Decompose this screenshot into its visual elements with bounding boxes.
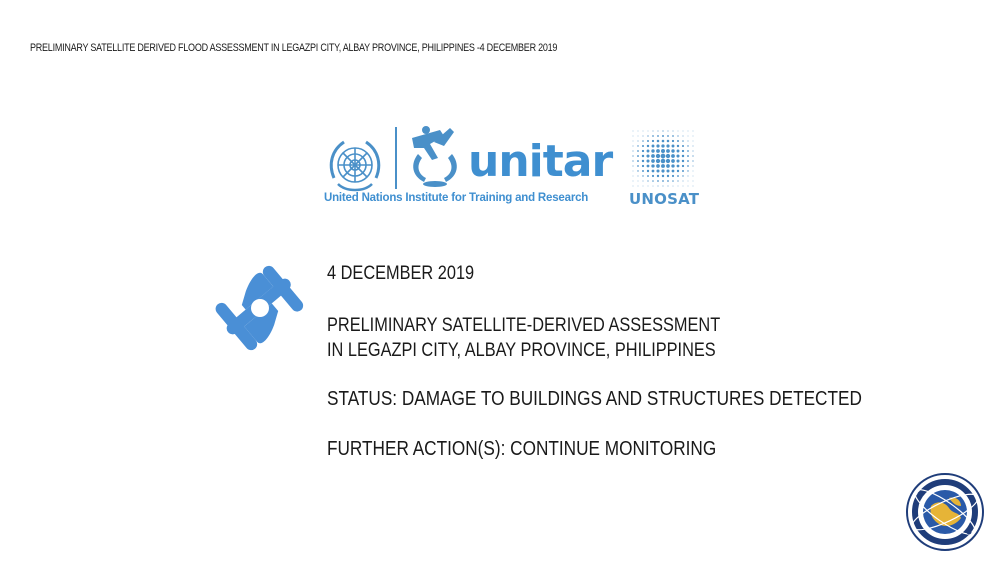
unosat-dot: [637, 165, 639, 167]
unosat-dot: [693, 131, 694, 132]
unosat-dot: [656, 164, 660, 168]
un-emblem-icon: [324, 134, 386, 196]
unosat-dot: [677, 135, 678, 136]
unosat-dot: [687, 155, 689, 157]
unosat-dot: [672, 145, 675, 148]
report-header: PRELIMINARY SATELLITE DERIVED FLOOD ASSESSMENT IN LEGAZPI CITY, ALBAY PROVINCE, PHILIPPINES -4 DECEMBER 2019: [30, 42, 558, 54]
unosat-dot: [632, 150, 633, 151]
unosat-dot: [637, 150, 639, 152]
unosat-dot: [647, 170, 649, 172]
unosat-dot: [687, 160, 689, 162]
unosat-dot: [677, 170, 679, 172]
unosat-dot: [647, 150, 650, 153]
unosat-dot: [647, 165, 650, 168]
unosat-dot: [656, 149, 660, 153]
unosat-dot: [633, 176, 634, 177]
unosat-dot: [651, 149, 654, 152]
unosat-dot: [687, 170, 688, 171]
unosat-dot: [673, 186, 674, 187]
unosat-dot: [662, 140, 665, 143]
unosat-dot: [648, 186, 649, 187]
unosat-dot: [633, 181, 634, 182]
assessment-further-action: FURTHER ACTION(S): CONTINUE MONITORING: [327, 438, 717, 460]
unosat-dot: [676, 159, 679, 162]
unosat-dot: [682, 160, 684, 162]
unosat-dot: [662, 130, 663, 131]
unosat-dot: [652, 145, 655, 148]
unosat-dot: [651, 154, 655, 158]
unosat-dot: [637, 140, 638, 141]
unosat-dot: [666, 159, 670, 163]
unosat-dot: [661, 164, 665, 168]
unosat-dot: [671, 159, 675, 163]
unosat-dot: [687, 150, 689, 152]
unosat-dot: [683, 136, 684, 137]
unosat-dot: [633, 136, 634, 137]
unosat-dot: [656, 154, 660, 158]
unosat-dot: [651, 159, 655, 163]
unosat-dot: [683, 131, 684, 132]
unosat-dot: [637, 160, 639, 162]
unosat-dot: [642, 170, 644, 172]
unosat-dot: [662, 180, 664, 182]
unosat-dot: [661, 159, 666, 164]
unosat-dot: [661, 154, 666, 159]
unosat-dot: [657, 130, 658, 131]
unosat-dot: [633, 146, 634, 147]
unosat-dot: [682, 170, 684, 172]
unosat-dot: [632, 155, 633, 156]
unosat-dot: [633, 131, 634, 132]
unosat-dot: [642, 155, 644, 157]
unosat-dot: [661, 149, 665, 153]
unosat-dot: [666, 169, 669, 172]
unosat-dot: [632, 165, 633, 166]
unosat-dot: [653, 131, 654, 132]
unosat-dot: [657, 135, 659, 137]
unosat-dot: [678, 186, 679, 187]
unitar-wordmark: unitar: [468, 136, 613, 187]
unosat-dot: [693, 141, 694, 142]
unosat-dot: [651, 164, 654, 167]
international-charter-mark-icon: [210, 258, 310, 358]
unosat-dot: [632, 160, 633, 161]
unosat-dot: [677, 145, 679, 147]
unosat-dot: [652, 180, 654, 182]
unosat-dot: [693, 176, 694, 177]
unosat-dot: [652, 175, 654, 177]
unosat-dot: [682, 145, 684, 147]
unosat-dot: [693, 186, 694, 187]
unosat-dot: [688, 131, 689, 132]
unosat-dot: [656, 159, 660, 163]
unosat-dot: [646, 159, 649, 162]
unosat-dot: [682, 165, 684, 167]
unosat-dot: [692, 165, 693, 166]
unosat-dot: [688, 176, 689, 177]
unosat-dot: [671, 154, 675, 158]
unosat-dot: [652, 170, 655, 173]
unosat-dot: [667, 175, 669, 177]
unitar-subtitle: United Nations Institute for Training and Research: [324, 192, 589, 204]
unosat-dot: [692, 150, 693, 151]
unosat-dot: [642, 175, 643, 176]
unosat-dot: [656, 144, 659, 147]
assessment-status: STATUS: DAMAGE TO BUILDINGS AND STRUCTURES DETECTED: [327, 388, 862, 410]
unosat-dot: [666, 154, 670, 158]
unosat-dot: [693, 146, 694, 147]
unosat-dot: [677, 165, 680, 168]
unosat-dot: [668, 186, 669, 187]
unosat-dot: [687, 165, 689, 167]
unosat-dot: [688, 186, 689, 187]
unosat-dot: [682, 155, 684, 157]
unosat-dot: [646, 154, 649, 157]
unosat-dot: [642, 165, 644, 167]
unosat-dot: [662, 135, 664, 137]
unosat-dot: [671, 164, 674, 167]
unosat-dot: [647, 135, 648, 136]
assessment-title-line-2: IN LEGAZPI CITY, ALBAY PROVINCE, PHILIPPINES: [327, 340, 716, 361]
unosat-dot: [662, 175, 664, 177]
unosat-dot: [693, 181, 694, 182]
unosat-dot: [657, 140, 660, 143]
assessment-title-line-1: PRELIMINARY SATELLITE-DERIVED ASSESSMENT: [327, 315, 721, 336]
space-charter-seal-icon: [905, 472, 985, 552]
unosat-dot: [657, 180, 659, 182]
unosat-dot: [637, 170, 638, 171]
unosat-dot: [633, 171, 634, 172]
unosat-dot: [687, 140, 688, 141]
unosat-dot: [637, 145, 638, 146]
unosat-dot: [672, 135, 674, 137]
unosat-dot: [666, 144, 669, 147]
unosat-dot: [661, 169, 664, 172]
unosat-dot: [672, 180, 674, 182]
unosat-dot: [666, 149, 670, 153]
unosat-dot: [638, 181, 639, 182]
unosat-dot: [693, 171, 694, 172]
unosat-dot: [677, 175, 679, 177]
unosat-dot: [642, 150, 644, 152]
unosat-dot: [672, 175, 674, 177]
unosat-dot: [656, 169, 659, 172]
unosat-dot: [677, 150, 680, 153]
unosat-dot: [677, 140, 679, 142]
unosat-dot: [653, 186, 654, 187]
unosat-dot-pattern-icon: [630, 128, 696, 188]
unosat-dot: [657, 175, 659, 177]
unosat-dot: [643, 181, 644, 182]
unosat-dot: [688, 181, 689, 182]
unosat-dot: [642, 145, 644, 147]
unosat-dot: [647, 180, 648, 181]
unosat-dot: [683, 186, 684, 187]
assessment-date: 4 DECEMBER 2019: [327, 263, 475, 284]
unosat-dot: [658, 186, 659, 187]
unosat-dot: [667, 180, 669, 182]
unosat-dot: [661, 144, 664, 147]
unosat-dot: [643, 186, 644, 187]
unitar-figure-icon: [404, 124, 466, 190]
unosat-dot: [672, 140, 674, 142]
unosat-dot: [667, 135, 669, 137]
unosat-dot: [682, 175, 683, 176]
unosat-dot: [638, 186, 639, 187]
unosat-wordmark: UNOSAT: [629, 190, 700, 208]
unosat-dot: [652, 140, 654, 142]
unosat-dot: [672, 170, 675, 173]
unosat-dot: [662, 185, 663, 186]
unosat-dot: [637, 155, 639, 157]
unosat-dot: [682, 140, 684, 142]
unosat-dot: [638, 136, 639, 137]
unosat-dot: [676, 154, 679, 157]
unosat-dot: [693, 136, 694, 137]
unosat-dot: [688, 136, 689, 137]
unosat-dot: [642, 140, 644, 142]
unosat-dot: [692, 160, 693, 161]
unosat-dot: [667, 140, 670, 143]
unosat-dot: [633, 141, 634, 142]
unosat-dot: [666, 164, 670, 168]
unosat-dot: [682, 150, 684, 152]
unosat-dot: [692, 155, 693, 156]
unosat-dot: [647, 145, 649, 147]
unosat-dot: [642, 160, 644, 162]
unosat-dot: [687, 145, 688, 146]
unosat-dot: [667, 130, 668, 131]
unosat-dot: [647, 175, 649, 177]
unosat-dot: [633, 186, 634, 187]
unosat-dot: [638, 131, 639, 132]
unosat-dot: [648, 131, 649, 132]
unosat-dot: [673, 131, 674, 132]
unosat-dot: [643, 136, 644, 137]
logo-divider: [395, 127, 397, 189]
unosat-dot: [678, 131, 679, 132]
unosat-dot: [638, 176, 639, 177]
unosat-dot: [652, 135, 654, 137]
unosat-dot: [647, 140, 649, 142]
unosat-dot: [683, 181, 684, 182]
unosat-dot: [677, 180, 678, 181]
unosat-dot: [643, 131, 644, 132]
unosat-dot: [671, 149, 674, 152]
